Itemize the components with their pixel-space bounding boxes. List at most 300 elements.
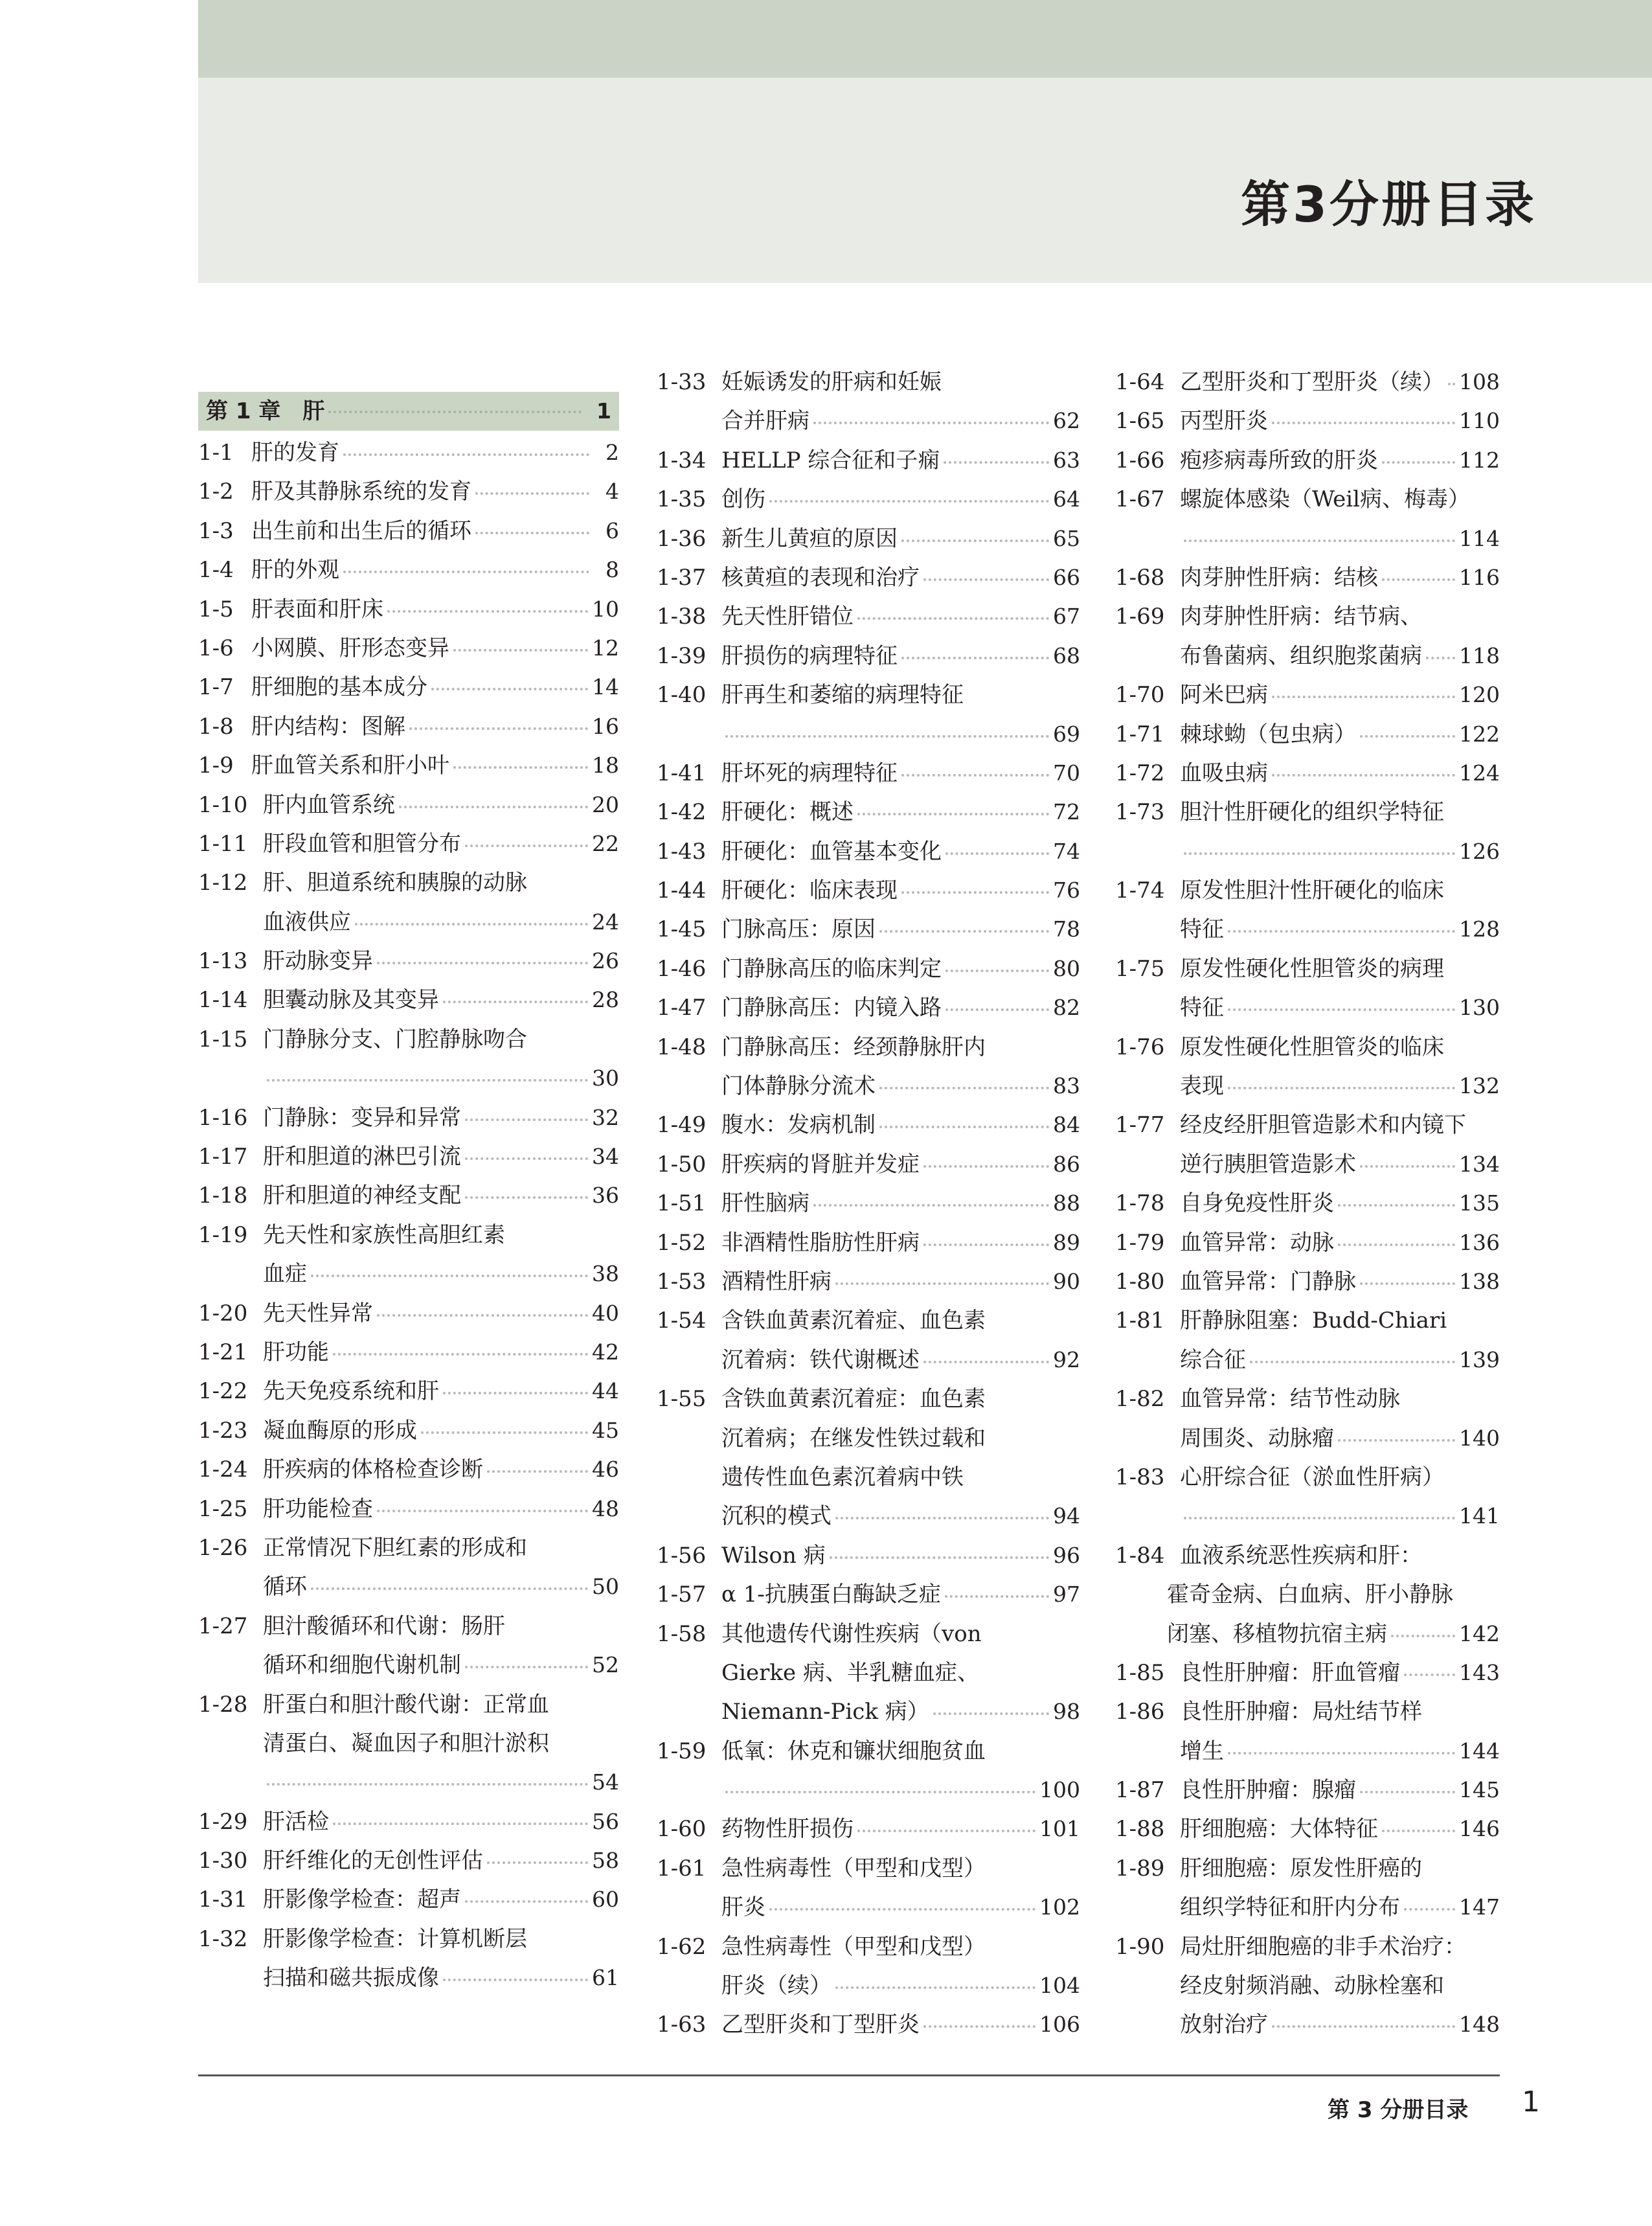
entry-title: 新生儿黄疸的原因 <box>721 525 898 552</box>
entry-page: 112 <box>1459 447 1500 473</box>
toc-entry[interactable] <box>198 863 619 942</box>
toc-entry[interactable] <box>657 1732 1080 1810</box>
leader-dots <box>333 1822 588 1825</box>
leader-dots <box>923 1360 1049 1363</box>
entry-number: 1-4 <box>198 557 234 584</box>
entry-number: 1-48 <box>657 1034 707 1060</box>
entry-page: 135 <box>1459 1190 1500 1216</box>
leader-dots <box>1338 1203 1455 1207</box>
toc-entry[interactable] <box>1115 1536 1500 1653</box>
entry-title: 肝细胞癌：大体特征 <box>1180 1816 1378 1843</box>
entry-page: 68 <box>1053 642 1080 668</box>
toc-entry[interactable] <box>198 1098 619 1137</box>
entry-number: 1-46 <box>657 955 707 982</box>
entry-number: 1-68 <box>1115 564 1165 591</box>
entry-number: 1-58 <box>657 1620 707 1647</box>
toc-entry[interactable] <box>1115 754 1500 793</box>
toc-entry[interactable] <box>198 1411 619 1450</box>
entry-number: 1-11 <box>198 830 248 857</box>
entry-title: Wilson 病 <box>721 1542 826 1569</box>
toc-entry[interactable] <box>198 1450 619 1489</box>
chapter-label: 第 1 章 肝 <box>206 398 325 424</box>
entry-title: 先天性和家族性高胆红素 <box>263 1221 505 1248</box>
entry-number: 1-75 <box>1115 955 1165 982</box>
toc-entry[interactable] <box>657 871 1080 910</box>
entry-title: 肝纤维化的无创性评估 <box>263 1848 483 1874</box>
toc-entry[interactable] <box>657 480 1080 519</box>
toc-entry[interactable] <box>1115 1810 1500 1848</box>
entry-number: 1-80 <box>1115 1268 1165 1295</box>
entry-page: 70 <box>1053 760 1080 786</box>
entry-page: 34 <box>592 1144 619 1170</box>
leader-dots <box>1391 1634 1455 1637</box>
footer-label: 第 3 分册目录 <box>1328 2097 1469 2123</box>
entry-title: 局灶肝细胞癌的非手术治疗： <box>1180 1933 1466 1960</box>
toc-entry[interactable] <box>657 754 1080 793</box>
toc-entry[interactable] <box>198 981 619 1019</box>
entry-title: 血管异常：门静脉 <box>1180 1268 1356 1295</box>
leader-dots <box>377 1313 588 1317</box>
leader-dots <box>879 1086 1049 1089</box>
leader-dots <box>465 844 588 847</box>
toc-entry[interactable] <box>198 1685 619 1802</box>
entry-title: 门静脉高压的临床判定 <box>721 955 942 982</box>
toc-entry[interactable] <box>198 512 619 551</box>
entry-title: 肝动脉变异 <box>263 948 373 975</box>
page-number: 1 <box>1522 2085 1540 2118</box>
leader-dots <box>1382 1829 1455 1832</box>
leader-dots <box>1184 539 1455 542</box>
entry-title: 酒精性肝病 <box>721 1268 832 1295</box>
toc-entry[interactable] <box>657 637 1080 676</box>
toc-entry[interactable] <box>1115 1849 1500 1927</box>
toc-entry[interactable] <box>657 519 1080 558</box>
entry-title: 急性病毒性（甲型和戊型） <box>721 1855 986 1881</box>
entry-title: 胆囊动脉及其变异 <box>263 987 439 1014</box>
toc-entry[interactable] <box>1115 1927 1500 2045</box>
entry-number: 1-24 <box>198 1457 248 1483</box>
toc-entry[interactable] <box>1115 871 1500 949</box>
entry-page: 8 <box>605 557 619 583</box>
entry-number: 1-25 <box>198 1495 248 1522</box>
entry-number: 1-6 <box>198 635 234 661</box>
toc-entry[interactable] <box>657 1262 1080 1301</box>
toc-entry[interactable] <box>198 1607 619 1685</box>
toc-entry[interactable] <box>1115 363 1500 402</box>
entry-number: 1-1 <box>198 440 234 466</box>
toc-entry[interactable] <box>657 1380 1080 1536</box>
entry-page: 90 <box>1053 1268 1080 1294</box>
entry-page: 72 <box>1053 799 1080 825</box>
entry-title: 特征 <box>1180 995 1224 1021</box>
entry-title: 心肝综合征（淤血性肝病） <box>1180 1464 1444 1490</box>
entry-page: 89 <box>1053 1229 1080 1255</box>
leader-dots <box>377 1509 588 1512</box>
toc-entry[interactable] <box>657 441 1080 480</box>
toc-entry[interactable] <box>1115 949 1500 1028</box>
entry-title: 肝表面和肝床 <box>251 596 383 622</box>
entry-page: 14 <box>592 674 619 700</box>
entry-page: 138 <box>1459 1268 1500 1294</box>
toc-entry[interactable] <box>657 1184 1080 1223</box>
toc-entry[interactable] <box>657 597 1080 636</box>
toc-entry[interactable] <box>198 1020 619 1098</box>
entry-title: 棘球蚴（包虫病） <box>1180 721 1356 747</box>
entry-page: 54 <box>592 1769 619 1795</box>
entry-page: 124 <box>1459 760 1500 786</box>
entry-title: 沉着病：铁代谢概述 <box>721 1346 920 1373</box>
entry-title: 肝性脑病 <box>721 1190 809 1217</box>
entry-number: 1-89 <box>1115 1855 1165 1881</box>
leader-dots <box>1228 1751 1455 1755</box>
toc-entry[interactable] <box>198 824 619 863</box>
entry-title: 肝疾病的体格检查诊断 <box>263 1457 483 1483</box>
entry-number: 1-8 <box>198 713 234 740</box>
toc-entry[interactable] <box>1115 1692 1500 1771</box>
entry-title: 放射治疗 <box>1180 2012 1268 2038</box>
entry-page: 122 <box>1459 721 1500 747</box>
toc-entry[interactable] <box>657 1615 1080 1732</box>
entry-title: 急性病毒性（甲型和戊型） <box>721 1933 986 1960</box>
entry-title: 阿米巴病 <box>1180 682 1268 709</box>
entry-page: 106 <box>1039 2012 1080 2038</box>
entry-page: 120 <box>1459 682 1500 708</box>
toc-entry[interactable] <box>1115 441 1500 480</box>
entry-title: 门静脉高压：内镜入路 <box>721 995 942 1021</box>
entry-number: 1-18 <box>198 1183 248 1209</box>
toc-entry[interactable] <box>1115 402 1500 440</box>
toc-entry[interactable] <box>657 1301 1080 1380</box>
footer-rule <box>198 2074 1500 2076</box>
entry-title: 肝功能 <box>263 1339 329 1365</box>
entry-title: 肝和胆道的淋巴引流 <box>263 1144 461 1170</box>
toc-entry[interactable] <box>198 1216 619 1294</box>
entry-title: 沉积的模式 <box>721 1503 832 1530</box>
entry-title: 血管异常：动脉 <box>1180 1229 1334 1256</box>
leader-dots <box>343 570 589 573</box>
entry-title: 先天性肝错位 <box>721 604 854 630</box>
entry-number: 1-43 <box>657 838 707 865</box>
entry-page: 126 <box>1459 838 1500 864</box>
entry-title: 布鲁菌病、组织胞浆菌病 <box>1180 642 1422 669</box>
entry-number: 1-62 <box>657 1933 707 1960</box>
entry-page: 6 <box>605 517 619 543</box>
toc-entry[interactable] <box>198 786 619 824</box>
leader-dots <box>901 773 1049 777</box>
entry-number: 1-42 <box>657 799 707 826</box>
entry-page: 12 <box>592 635 619 661</box>
toc-entry[interactable] <box>657 1223 1080 1262</box>
entry-title: 门静脉分支、门腔静脉吻合 <box>263 1026 527 1052</box>
entry-number: 1-31 <box>198 1887 248 1913</box>
entry-title: 肝炎 <box>721 1894 765 1921</box>
toc-entry[interactable] <box>1115 1106 1500 1184</box>
leader-dots <box>830 1556 1049 1559</box>
leader-dots <box>901 891 1049 894</box>
entry-page: 16 <box>592 713 619 739</box>
leader-dots <box>465 1665 588 1668</box>
toc-entry[interactable] <box>657 1927 1080 2006</box>
entry-number: 1-56 <box>657 1542 707 1569</box>
toc-column-2 <box>657 363 1080 2045</box>
leader-dots <box>1184 1516 1455 1519</box>
entry-page: 92 <box>1053 1346 1080 1372</box>
chapter-heading[interactable] <box>198 392 619 431</box>
entry-number: 1-27 <box>198 1613 248 1639</box>
leader-dots <box>923 1243 1049 1246</box>
leader-dots <box>1382 460 1455 464</box>
entry-number: 1-22 <box>198 1378 248 1405</box>
entry-number: 1-2 <box>198 479 234 505</box>
entry-number: 1-53 <box>657 1268 707 1295</box>
entry-number: 1-69 <box>1115 604 1165 630</box>
leader-dots <box>387 609 588 613</box>
toc-entry[interactable] <box>657 558 1080 597</box>
toc-entry[interactable] <box>198 433 619 472</box>
leader-dots <box>443 1391 588 1394</box>
toc-entry[interactable] <box>657 676 1080 754</box>
entry-number: 1-37 <box>657 564 707 591</box>
toc-entry[interactable] <box>1115 1184 1500 1223</box>
entry-title: 特征 <box>1180 916 1224 943</box>
toc-entry[interactable] <box>1115 1380 1500 1458</box>
entry-number: 1-67 <box>1115 486 1165 513</box>
toc-entry[interactable] <box>198 1372 619 1411</box>
toc-entry[interactable] <box>657 1106 1080 1144</box>
toc-entry[interactable] <box>1115 480 1500 558</box>
leader-dots <box>1360 1790 1455 1793</box>
entry-page: 104 <box>1039 1973 1080 1999</box>
entry-page: 108 <box>1459 369 1500 394</box>
entry-number: 1-13 <box>198 948 248 975</box>
entry-number: 1-19 <box>198 1221 248 1248</box>
entry-title: 原发性硬化性胆管炎的病理 <box>1180 955 1444 982</box>
entry-title: 低氧：休克和镰状细胞贫血 <box>721 1738 986 1764</box>
entry-title: 血症 <box>263 1261 307 1288</box>
toc-entry[interactable] <box>1115 1653 1500 1692</box>
toc-entry[interactable] <box>198 1802 619 1841</box>
entry-title: 小网膜、肝形态变异 <box>251 635 449 661</box>
entry-number: 1-15 <box>198 1026 248 1052</box>
leader-dots <box>377 961 588 964</box>
toc-entry[interactable] <box>657 1536 1080 1575</box>
entry-title: 妊娠诱发的肝病和妊娠 <box>721 369 942 395</box>
entry-title: 含铁血黄素沉着症：血色素 <box>721 1386 986 1413</box>
entry-title: 血液系统恶性疾病和肝： <box>1180 1542 1422 1569</box>
leader-dots <box>1250 1360 1455 1363</box>
toc-entry[interactable] <box>1115 793 1500 871</box>
toc-entry[interactable] <box>657 1849 1080 1927</box>
entry-page: 88 <box>1053 1190 1080 1216</box>
entry-title: 门静脉：变异和异常 <box>263 1104 461 1131</box>
entry-title: 循环和细胞代谢机制 <box>263 1652 461 1679</box>
entry-title: 先天性异常 <box>263 1300 373 1326</box>
leader-dots <box>1360 734 1455 738</box>
toc-entry[interactable] <box>657 1028 1080 1106</box>
entry-page: 63 <box>1053 447 1080 473</box>
entry-page: 60 <box>592 1887 619 1913</box>
entry-title: 肝血管关系和肝小叶 <box>251 753 449 779</box>
toc-entry[interactable] <box>198 1880 619 1919</box>
toc-entry[interactable] <box>198 1490 619 1528</box>
toc-entry[interactable] <box>198 1137 619 1176</box>
entry-title: 肝硬化：概述 <box>721 799 854 826</box>
entry-number: 1-77 <box>1115 1112 1165 1139</box>
entry-number: 1-51 <box>657 1190 707 1217</box>
entry-number: 1-9 <box>198 753 234 779</box>
toc-column-1 <box>198 363 619 1998</box>
leader-dots <box>1382 578 1455 581</box>
toc-entry[interactable] <box>1115 597 1500 676</box>
toc-entry[interactable] <box>657 949 1080 988</box>
entry-page: 142 <box>1459 1620 1500 1646</box>
toc-entry[interactable] <box>198 1841 619 1880</box>
leader-dots <box>453 648 588 652</box>
entry-number: 1-49 <box>657 1112 707 1139</box>
toc-entry[interactable] <box>198 707 619 746</box>
entry-title: 原发性硬化性胆管炎的临床 <box>1180 1034 1444 1060</box>
toc-entry[interactable] <box>1115 1301 1500 1380</box>
toc-entry[interactable] <box>1115 676 1500 714</box>
leader-dots <box>267 1078 588 1082</box>
entry-page: 50 <box>592 1574 619 1600</box>
entry-number: 1-17 <box>198 1144 248 1170</box>
leader-dots <box>267 1782 588 1786</box>
leader-dots <box>1448 382 1455 385</box>
entry-title: 合并肝病 <box>721 408 809 435</box>
leader-dots <box>421 1431 588 1434</box>
entry-title: 胆汁性肝硬化的组织学特征 <box>1180 799 1444 826</box>
toc-entry[interactable] <box>198 1294 619 1333</box>
entry-title: 血管异常：结节性动脉 <box>1180 1386 1400 1413</box>
page-title: 第3分册目录 <box>1241 176 1537 233</box>
leader-dots <box>1338 1243 1455 1246</box>
toc-entry[interactable] <box>657 793 1080 832</box>
entry-title: 表现 <box>1180 1073 1224 1100</box>
entry-page: 28 <box>592 987 619 1013</box>
toc-entry[interactable] <box>657 910 1080 949</box>
leader-dots <box>879 929 1049 933</box>
leader-dots <box>933 1712 1049 1715</box>
leader-dots <box>835 1282 1049 1285</box>
toc-entry[interactable] <box>198 1920 619 1998</box>
toc-entry[interactable] <box>1115 558 1500 597</box>
leader-dots <box>1272 2025 1455 2028</box>
entry-page: 141 <box>1459 1503 1500 1529</box>
entry-title: 门体静脉分流术 <box>721 1073 876 1100</box>
entry-number: 1-12 <box>198 870 248 896</box>
toc-entry[interactable] <box>198 942 619 981</box>
leader-dots <box>1426 656 1455 659</box>
entry-page: 136 <box>1459 1229 1500 1255</box>
entry-number: 1-34 <box>657 447 707 473</box>
leader-dots <box>1404 1907 1455 1911</box>
entry-title: 非酒精性脂肪性肝病 <box>721 1229 920 1256</box>
entry-title: 沉着病；在继发性铁过载和 <box>721 1425 986 1451</box>
leader-dots <box>945 969 1049 972</box>
entry-title: 经皮射频消融、动脉栓塞和 <box>1180 1973 1444 1999</box>
toc-entry[interactable] <box>198 629 619 668</box>
toc-entry[interactable] <box>198 590 619 629</box>
leader-dots <box>475 492 589 495</box>
entry-title: Niemann-Pick 病） <box>721 1699 929 1725</box>
toc-entry[interactable] <box>1115 1028 1500 1106</box>
leader-dots <box>355 922 588 926</box>
toc-entry[interactable] <box>198 668 619 707</box>
entry-page: 110 <box>1459 408 1500 434</box>
leader-dots <box>1360 1282 1455 1285</box>
toc-entry[interactable] <box>1115 1458 1500 1536</box>
entry-number: 1-76 <box>1115 1034 1165 1060</box>
toc-entry[interactable] <box>657 988 1080 1027</box>
entry-number: 1-50 <box>657 1151 707 1177</box>
entry-number: 1-3 <box>198 517 234 544</box>
entry-page: 32 <box>592 1104 619 1130</box>
entry-page: 64 <box>1053 486 1080 512</box>
toc-entry[interactable] <box>657 1145 1080 1184</box>
entry-page: 61 <box>592 1965 619 1991</box>
entry-title: 肝段血管和胆管分布 <box>263 830 461 857</box>
toc-entry[interactable] <box>198 472 619 511</box>
entry-page: 2 <box>605 440 619 465</box>
entry-title: 肝活检 <box>263 1808 329 1835</box>
leader-dots <box>465 1196 588 1199</box>
entry-title: 肝坏死的病理特征 <box>721 760 898 786</box>
entry-number: 1-90 <box>1115 1933 1165 1960</box>
entry-title: 药物性肝损伤 <box>721 1816 854 1843</box>
entry-number: 1-78 <box>1115 1190 1165 1217</box>
toc-entry[interactable] <box>1115 1771 1500 1810</box>
entry-title: 胆汁酸循环和代谢：肠肝 <box>263 1613 505 1639</box>
toc-entry[interactable] <box>198 1528 619 1607</box>
entry-title: 肝硬化：血管基本变化 <box>721 838 942 865</box>
entry-page: 86 <box>1053 1151 1080 1177</box>
leader-dots <box>465 1157 588 1160</box>
toc-entry[interactable] <box>657 832 1080 871</box>
toc-entry[interactable] <box>198 1333 619 1372</box>
toc-entry[interactable] <box>198 746 619 785</box>
toc-entry[interactable] <box>1115 715 1500 754</box>
entry-number: 1-10 <box>198 791 248 818</box>
toc-entry[interactable] <box>657 1810 1080 1848</box>
entry-title: 肝的发育 <box>251 440 339 466</box>
toc-entry[interactable] <box>657 1575 1080 1614</box>
entry-title: 肝炎（续） <box>721 1973 832 1999</box>
entry-page: 18 <box>592 753 619 778</box>
entry-page: 58 <box>592 1848 619 1874</box>
entry-page: 66 <box>1053 564 1080 590</box>
entry-title: α 1-抗胰蛋白酶缺乏症 <box>721 1582 941 1608</box>
entry-title: 疱疹病毒所致的肝炎 <box>1180 447 1378 473</box>
entry-number: 1-85 <box>1115 1659 1165 1686</box>
entry-title: 霍奇金病、白血病、肝小静脉 <box>1167 1582 1453 1608</box>
toc-entry[interactable] <box>1115 1223 1500 1262</box>
toc-entry[interactable] <box>198 551 619 589</box>
leader-dots <box>1272 421 1455 424</box>
toc-entry[interactable] <box>1115 1262 1500 1301</box>
entry-page: 84 <box>1053 1112 1080 1138</box>
leader-dots <box>399 805 588 808</box>
entry-page: 101 <box>1039 1816 1080 1842</box>
leader-dots <box>431 687 588 690</box>
toc-entry[interactable] <box>657 363 1080 441</box>
entry-title: 肝和胆道的神经支配 <box>263 1183 461 1209</box>
entry-page: 78 <box>1053 916 1080 942</box>
leader-dots <box>923 1164 1049 1168</box>
toc-entry[interactable] <box>198 1176 619 1215</box>
leader-dots <box>343 453 589 456</box>
toc-entry[interactable] <box>657 2005 1080 2044</box>
